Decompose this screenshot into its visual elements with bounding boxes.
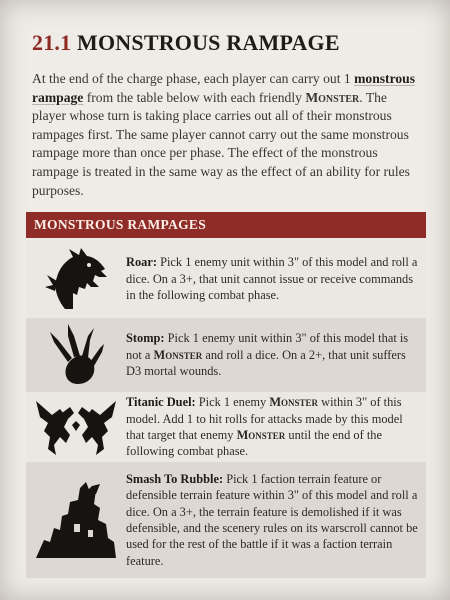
section-heading bbox=[32, 30, 340, 56]
rampage-row-smash-to-rubble bbox=[26, 462, 426, 578]
rampage-text: and roll a dice. On a 2+, that unit suffers D3 mortal wounds. bbox=[126, 347, 406, 379]
rampage-name: Titanic Duel: bbox=[126, 395, 196, 410]
section-number: 21.1 bbox=[32, 30, 72, 55]
dragon-head-icon bbox=[26, 247, 126, 311]
rampage-text: within 3" of this model. Add 1 to hit rolls for attacks made by this model that target that enemy bbox=[126, 395, 403, 442]
monster-keyword: Monster bbox=[153, 347, 203, 362]
intro-term: monstrous rampage bbox=[32, 71, 416, 105]
rampage-text: Pick 1 enemy bbox=[195, 395, 270, 410]
rampage-text: Pick 1 enemy unit within 3" of this model that is not a bbox=[126, 331, 409, 362]
rampage-text: Pick 1 enemy unit within 3" of this model and roll a dice. On a 3+, that unit cannot issue or receive commands in the following combat phase. bbox=[126, 255, 418, 303]
intro-text: from the table below with each friendly bbox=[83, 89, 306, 105]
dueling-dragons-icon bbox=[26, 397, 126, 457]
monster-keyword: Monster bbox=[269, 395, 319, 410]
rampage-row-titanic-duel bbox=[26, 392, 426, 462]
table-header: MONSTROUS RAMPAGES bbox=[26, 212, 426, 238]
intro-text: At the end of the charge phase, each player can carry out 1 bbox=[32, 71, 355, 86]
rampage-text: Pick 1 faction terrain feature or defensible terrain feature within 3" of this model and roll a dice. On a 3+, the terrain feature is demolished if it was defensible, and the scenery rules on its warscroll cannot be used for the rest of the battle if it was a faction terrain feature. bbox=[126, 471, 418, 568]
rampage-name: Stomp: bbox=[126, 331, 165, 346]
monster-keyword: Monster bbox=[236, 428, 286, 442]
rampage-description bbox=[126, 394, 422, 460]
rampage-name: Smash To Rubble: bbox=[126, 471, 224, 486]
rampage-description bbox=[126, 330, 422, 379]
monster-keyword: Monster bbox=[305, 89, 360, 105]
rampage-description bbox=[126, 471, 422, 569]
rampage-text: until the end of the following combat phase. bbox=[126, 428, 382, 459]
rampage-name: Roar: bbox=[126, 255, 157, 270]
intro-text: . The player whose turn is taking place carries out all of their monstrous rampages first. The same player cannot carry out the same monstrous rampage more than once per phase. The effect of the monstrous rampage is treated in the same way as the effect of an ability for rules purposes. bbox=[32, 89, 410, 198]
ruined-castle-icon bbox=[26, 480, 126, 560]
rampage-row-stomp bbox=[26, 318, 426, 392]
section-title: MONSTROUS RAMPAGE bbox=[77, 30, 340, 55]
intro-paragraph bbox=[32, 70, 424, 200]
rampage-row-roar bbox=[26, 240, 426, 318]
rampage-description bbox=[126, 254, 422, 303]
clawed-foot-icon bbox=[26, 324, 126, 386]
